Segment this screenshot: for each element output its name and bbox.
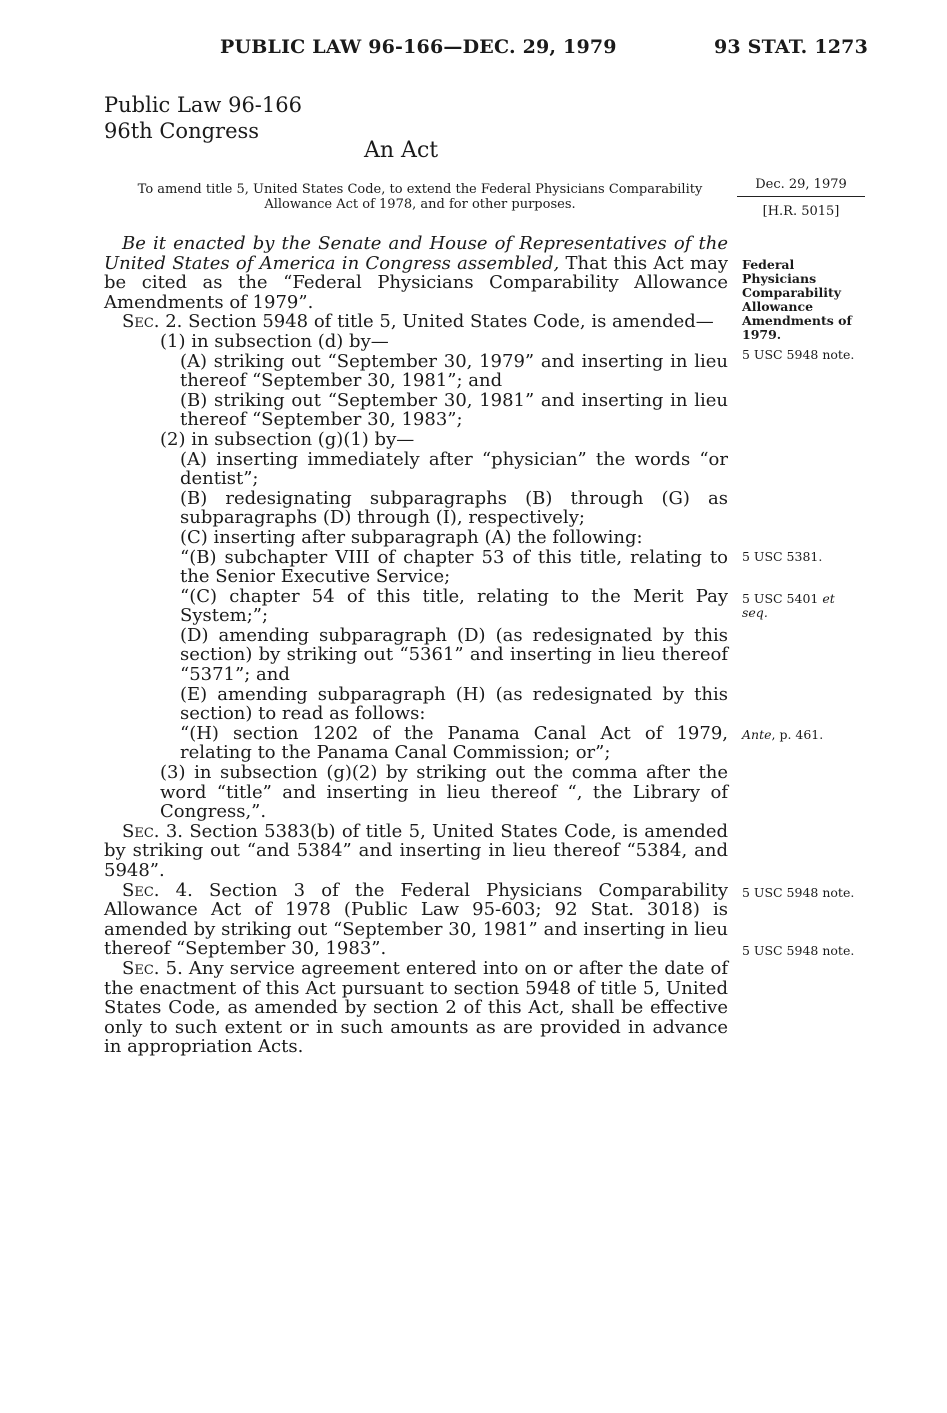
section-5-text: Any service agreement entered into on or after the date of the enactment of this Act pursuant to section 5948 of title 5, United States Code, as amended by section 2 of this Act, shall be effective only to such extent or in such amounts as are provided in advance in appropriation Acts. bbox=[104, 957, 729, 1058]
section-2 bbox=[104, 312, 728, 332]
date-box bbox=[737, 176, 865, 220]
margin-note-2: 5 USC 5381. bbox=[742, 549, 823, 564]
section-4 bbox=[104, 881, 728, 959]
running-head-stat: 93 STAT. 1273 bbox=[714, 36, 868, 58]
paragraph-2-1: (1) in subsection (d) by— bbox=[160, 330, 389, 352]
act-body bbox=[104, 234, 728, 1057]
section-5-label: Sec. 5. bbox=[122, 957, 183, 979]
paragraph-2-2-c: (C) inserting after subparagraph (A) the following: bbox=[180, 526, 643, 548]
section-2-text: Section 5948 of title 5, United States Code, is amended— bbox=[182, 311, 714, 333]
purpose-clause: To amend title 5, United States Code, to extend the Federal Physicians Comparability Allowance Act of 1978, and for other purposes. bbox=[137, 182, 703, 212]
enacting-clause-rest: That this Act may be cited as the “Federal Physicians Comparability Allowance Amendments of 1979”. bbox=[104, 252, 728, 313]
approval-date: Dec. 29, 1979 bbox=[737, 176, 865, 197]
paragraph-2-2-e: (E) amending subparagraph (H) (as redesignated by this section) to read as follows: bbox=[180, 683, 728, 725]
running-head-law: PUBLIC LAW 96-166—DEC. 29, 1979 bbox=[220, 36, 617, 58]
paragraph-2-2: (2) in subsection (g)(1) by— bbox=[160, 428, 415, 450]
margin-note-3 bbox=[742, 592, 852, 620]
enacting-clause-italic: Be it enacted by the Senate and House of Representatives of the United States of America in Congress assembled, bbox=[104, 233, 728, 274]
act-heading: An Act bbox=[364, 138, 439, 163]
paragraph-2-1-a-text: (A) striking out “September 30, 1979” and inserting in lieu thereof “September 30, 1981”; and bbox=[180, 350, 728, 392]
paragraph-2-1-a bbox=[104, 352, 728, 391]
paragraph-2-1-b-text: (B) striking out “September 30, 1981” and inserting in lieu thereof “September 30, 1983”; bbox=[180, 389, 728, 431]
margin-note-3-italic: et seq. bbox=[742, 591, 835, 620]
section-3-text: Section 5383(b) of title 5, United States Code, is amended by striking out “and 5384” and inserting in lieu thereof “5384, and 5948”. bbox=[104, 820, 728, 881]
margin-note-4-italic: Ante bbox=[742, 727, 772, 742]
section-5 bbox=[104, 959, 728, 1057]
margin-note-5: 5 USC 5948 note. bbox=[742, 885, 855, 900]
quoted-subparagraph-h: “(H) section 1202 of the Panama Canal Act of 1979, relating to the Panama Canal Commission; or”; bbox=[180, 722, 728, 764]
congress: 96th Congress bbox=[104, 119, 260, 143]
margin-note-1: 5 USC 5948 note. bbox=[742, 347, 855, 362]
bill-number: [H.R. 5015] bbox=[762, 204, 840, 219]
section-2-label: Sec. 2. bbox=[122, 311, 183, 333]
law-number: Public Law 96-166 bbox=[104, 93, 302, 117]
margin-note-3-cite: 5 USC 5401 bbox=[742, 591, 823, 606]
margin-note-6: 5 USC 5948 note. bbox=[742, 943, 855, 958]
paragraph-2-2-a: (A) inserting immediately after “physician” the words “or dentist”; bbox=[180, 448, 728, 490]
margin-note-4-page: , p. 461. bbox=[771, 727, 824, 742]
paragraph-2-2-d: (D) amending subparagraph (D) (as redesignated by this section) by striking out “5361” and inserting in lieu thereof “5371”; and bbox=[180, 624, 728, 686]
margin-note-4 bbox=[742, 728, 823, 742]
paragraph-2-3: (3) in subsection (g)(2) by striking out the comma after the word “title” and inserting in lieu thereof “, the Library of Congress,”. bbox=[160, 762, 728, 823]
enacting-clause bbox=[104, 234, 728, 312]
quoted-subparagraph-b: “(B) subchapter VIII of chapter 53 of this title, relating to the Senior Executive Service; bbox=[180, 546, 728, 588]
paragraph-2-2-b: (B) redesignating subparagraphs (B) through (G) as subparagraphs (D) through (I), respectively; bbox=[180, 487, 728, 529]
paragraph-2-1-b bbox=[104, 391, 728, 430]
section-3-label: Sec. 3. bbox=[122, 820, 183, 842]
section-3 bbox=[104, 822, 728, 881]
law-title bbox=[104, 92, 302, 144]
margin-note-short-title: Federal Physicians Comparability Allowance Amendments of 1979. bbox=[742, 257, 852, 342]
running-head bbox=[220, 36, 868, 58]
quoted-subparagraph-c: “(C) chapter 54 of this title, relating to the Merit Pay System;”; bbox=[180, 585, 728, 627]
section-4-text: Section 3 of the Federal Physicians Comparability Allowance Act of 1978 (Public Law 95-603; 92 Stat. 3018) is amended by striking out “September 30, 1981” and inserting in lieu thereof “September 30, 1983”. bbox=[104, 879, 728, 960]
section-4-label: Sec. 4. bbox=[122, 879, 193, 901]
